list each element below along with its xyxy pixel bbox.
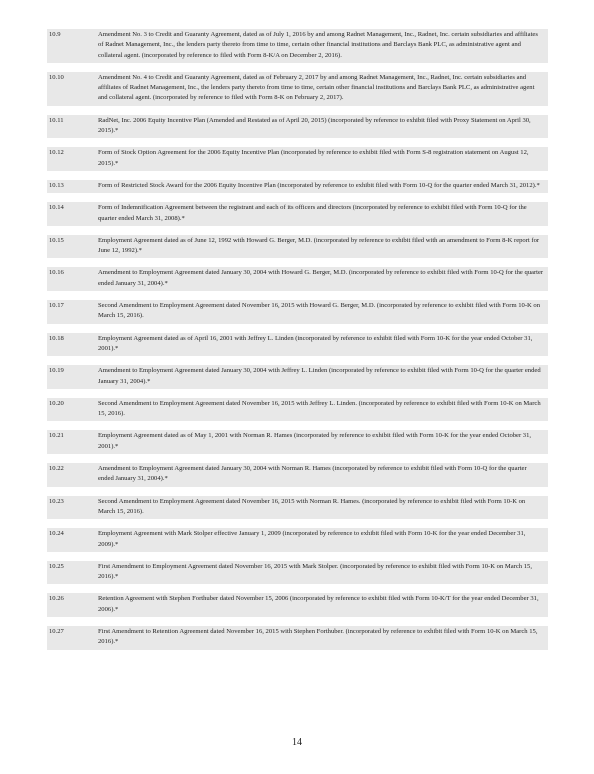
exhibit-description: Amendment to Employment Agreement dated January 30, 2004 with Jeffrey L. Linden (incorporated by reference to exhibit filed with Form 10-Q for the quarter ended January 31, 2004).* <box>98 367 541 385</box>
exhibit-description: Second Amendment to Employment Agreement dated November 16, 2015 with Howard G. Berger, M.D. (incorporated by reference to exhibit filed with Form 10-K on March 15, 2016). <box>98 302 541 320</box>
exhibit-row <box>47 593 548 617</box>
exhibit-row <box>47 72 548 106</box>
exhibit-row <box>47 365 548 389</box>
exhibit-description: Form of Indemnification Agreement between the registrant and each of its officers and directors (incorporated by reference to exhibit filed with Form 10-Q for the quarter ended March 31, 2008).* <box>98 204 527 222</box>
exhibit-row <box>47 398 548 422</box>
exhibit-description: Employment Agreement with Mark Stolper effective January 1, 2009 (incorporated by reference to exhibit filed with Form 10-K for the year ended December 31, 2009).* <box>98 530 526 548</box>
exhibit-number: 10.20 <box>49 399 64 407</box>
exhibit-number: 10.15 <box>49 236 64 244</box>
exhibit-description: Second Amendment to Employment Agreement dated November 16, 2015 with Jeffrey L. Linden. (incorporated by reference to exhibit filed with Form 10-K on March 15, 2016). <box>98 399 541 418</box>
exhibit-row <box>47 463 548 487</box>
exhibit-number: 10.14 <box>49 204 64 212</box>
exhibit-number: 10.24 <box>49 530 64 538</box>
exhibit-row <box>47 29 548 63</box>
exhibit-number: 10.18 <box>49 334 64 342</box>
exhibit-number: 10.26 <box>49 595 64 603</box>
exhibit-row <box>47 180 548 193</box>
exhibit-number: 10.25 <box>49 562 64 570</box>
exhibit-row <box>47 626 548 650</box>
exhibit-number: 10.22 <box>49 465 64 473</box>
exhibit-row <box>47 115 548 139</box>
exhibit-number: 10.17 <box>49 302 64 310</box>
exhibit-description: Second Amendment to Employment Agreement dated November 16, 2015 with Norman R. Hames. (incorporated by reference to exhibit filed with Form 10-K on March 15, 2016). <box>98 497 526 515</box>
exhibit-number: 10.10 <box>49 73 64 81</box>
exhibit-description: Amendment to Employment Agreement dated January 30, 2004 with Norman R. Hames (incorporated by reference to exhibit filed with Form 10-Q for the quarter ended January 31, 2004).* <box>98 465 527 483</box>
exhibit-number: 10.11 <box>49 116 64 124</box>
exhibit-row <box>47 202 548 226</box>
exhibit-description: Amendment No. 4 to Credit and Guaranty Agreement, dated as of February 2, 2017 by and among Radnet Management, Inc., Radnet, Inc. certain subsidiaries and affiliates of Radnet Management, Inc., the lenders party thereto from time to time, certain other financial institutions and Barclays Bank PLC, as administrative agent and collateral agent. (incorporated by reference to filed with Form 8-K on February 2, 2017). <box>98 73 535 102</box>
exhibit-description: RadNet, Inc. 2006 Equity Incentive Plan (Amended and Restated as of April 20, 2015) (incorporated by reference to exhibit filed with Proxy Statement on April 30, 2015).* <box>98 116 531 135</box>
exhibit-number: 10.19 <box>49 367 64 375</box>
exhibit-table <box>47 29 548 659</box>
exhibit-description: Retention Agreement with Stephen Forthuber dated November 15, 2006 (incorporated by reference to exhibit filed with Form 10-K/T for the year ended December 31, 2006).* <box>98 595 539 613</box>
exhibit-row <box>47 528 548 552</box>
exhibit-description: Form of Stock Option Agreement for the 2006 Equity Incentive Plan (incorporated by reference to exhibit filed with Form S-8 registration statement on August 12, 2015).* <box>98 149 529 167</box>
exhibit-description: Amendment No. 3 to Credit and Guaranty Agreement, dated as of July 1, 2016 by and among Radnet Management, Inc., Radnet, Inc. certain subsidiaries and affiliates of Radnet Management, Inc., the lenders party thereto from time to time, certain other financial institutions and Barclays Bank PLC, as administrative agent and collateral agent. (incorporated by reference to filed with Form 8-K/A on December 2, 2016). <box>98 31 538 59</box>
exhibit-number: 10.21 <box>49 432 64 440</box>
exhibit-row <box>47 300 548 324</box>
exhibit-description: First Amendment to Retention Agreement dated November 16, 2015 with Stephen Forthuber. (incorporated by reference to exhibit filed with Form 10-K on March 15, 2016).* <box>98 627 538 646</box>
exhibit-description: Employment Agreement dated as of May 1, 2001 with Norman R. Hames (incorporated by reference to exhibit filed with Form 10-K for the year ended October 31, 2001).* <box>98 432 532 450</box>
exhibit-number: 10.9 <box>49 31 61 38</box>
exhibit-description: Employment Agreement dated as of April 16, 2001 with Jeffrey L. Linden (incorporated by reference to exhibit filed with Form 10-K for the year ended October 31, 2001).* <box>98 334 533 352</box>
exhibit-number: 10.13 <box>49 181 64 189</box>
exhibit-row <box>47 235 548 259</box>
exhibit-row <box>47 496 548 520</box>
exhibit-row <box>47 430 548 454</box>
exhibit-description: Amendment to Employment Agreement dated January 30, 2004 with Howard G. Berger, M.D. (incorporated by reference to exhibit filed with Form 10-Q for the quarter ended January 31, 2004).* <box>98 269 544 287</box>
exhibit-row <box>47 333 548 357</box>
exhibit-number: 10.12 <box>49 149 64 157</box>
exhibit-row <box>47 267 548 291</box>
exhibit-number: 10.16 <box>49 269 64 277</box>
exhibit-description: Form of Restricted Stock Award for the 2006 Equity Incentive Plan (incorporated by reference to exhibit filed with Form 10-Q for the quarter ended March 31, 2012).* <box>98 181 540 189</box>
exhibit-description: First Amendment to Employment Agreement dated November 16, 2015 with Mark Stolper. (incorporated by reference to exhibit filed with Form 10-K on March 15, 2016).* <box>98 562 532 581</box>
exhibit-number: 10.27 <box>49 627 64 635</box>
exhibit-row <box>47 147 548 171</box>
exhibit-description: Employment Agreement dated as of June 12, 1992 with Howard G. Berger, M.D. (incorporated by reference to exhibit filed with an amendment to Form 8-K report for June 12, 1992).* <box>98 236 540 255</box>
exhibit-number: 10.23 <box>49 497 64 505</box>
page-number: 14 <box>292 737 302 748</box>
exhibit-row <box>47 561 548 585</box>
